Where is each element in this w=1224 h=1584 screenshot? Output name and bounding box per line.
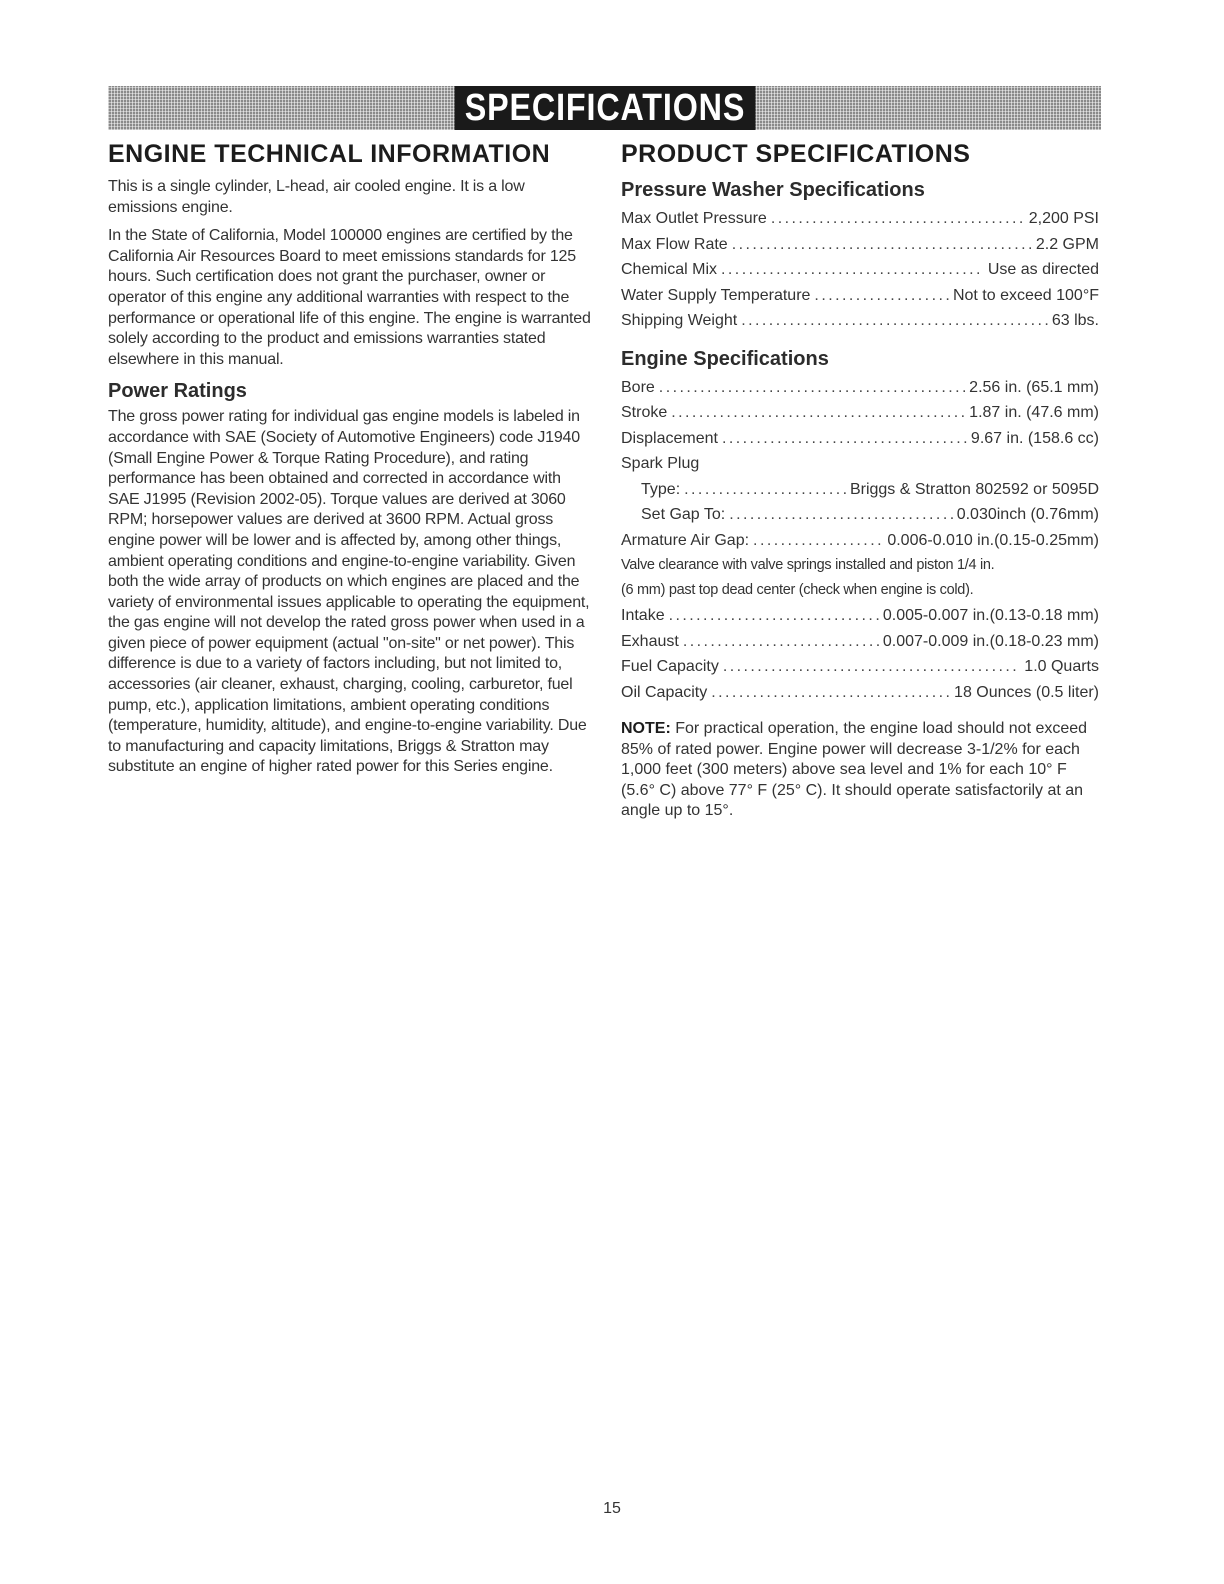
- spec-row-shipping-weight: Shipping Weight . . . 63 lbs.: [621, 308, 1099, 334]
- spec-row-stroke: Stroke . . . 1.87 in. (47.6 mm): [621, 400, 1099, 426]
- pressure-washer-heading: Pressure Washer Specifications: [621, 179, 925, 201]
- spec-row-chemical-mix: Chemical Mix . . . Use as directed: [621, 257, 1099, 283]
- page-number: 15: [603, 1500, 621, 1517]
- spec-row-max-flow-rate: Max Flow Rate . . . 2.2 GPM: [621, 232, 1099, 258]
- spec-row-water-supply-temperature: Water Supply Temperature . . . Not to exceed 100°F: [621, 283, 1099, 309]
- spec-row-exhaust: Exhaust . . . 0.007-0.009 in.(0.18-0.23 mm): [621, 629, 1099, 655]
- power-ratings-heading: Power Ratings: [108, 380, 247, 403]
- banner-title: SPECIFICATIONS: [454, 86, 755, 130]
- spec-row-fuel-capacity: Fuel Capacity . . . 1.0 Quarts: [621, 654, 1099, 680]
- spec-row-oil-capacity: Oil Capacity . . . 18 Ounces (0.5 liter): [621, 680, 1099, 706]
- note-label: NOTE:: [621, 720, 671, 737]
- spec-row-armature-air-gap: Armature Air Gap: . . . 0.006-0.010 in.(0.15-0.25mm): [621, 528, 1099, 554]
- engine-technical-column: [108, 140, 592, 786]
- product-specs-heading: PRODUCT SPECIFICATIONS: [621, 140, 971, 168]
- spec-row-intake: Intake . . . 0.005-0.007 in.(0.13-0.18 mm): [621, 603, 1099, 629]
- valve-clearance-line-1: Valve clearance with valve springs installed and piston 1/4 in.: [621, 557, 995, 573]
- engine-technical-heading: ENGINE TECHNICAL INFORMATION: [108, 140, 551, 168]
- california-paragraph: In the State of California, Model 100000 engines are certified by the California Air Resources Board to meet emissions standards for 125 hours. Such certification does not grant the purchaser, owner or operator of this engine any additional warranties with respect to the performance or operational life of this engine. The engine is warranted solely according to the product and emissions warranties stated elsewhere in this manual.: [108, 227, 591, 368]
- power-ratings-text: The gross power rating for individual gas engine models is labeled in accordance with SAE (Society of Automotive Engineers) code J1940 (Small Engine Power & Torque Rating Procedure), and rating performance has been obtained and corrected in accordance with SAE J1995 (Revision 2002-05). Torque values are derived at 3060 RPM; horsepower values are derived at 3600 RPM. Actual gross engine power will be lower and is affected by, among other things, ambient operating conditions and engine-to-engine variability. Given both the wide array of products on which engines are placed and the variety of environmental issues applicable to operating the equipment, the gas engine will not develop the rated gross power when used in a given piece of power equipment (actual "on-site" or net power). This difference is due to a variety of factors including, but not limited to, accessories (air cleaner, exhaust, charging, cooling, carburetor, fuel pump, etc.), application limitations, ambient operating conditions (temperature, humidity, altitude), and engine-to-engine variability. Due to manufacturing and capacity limitations, Briggs & Stratton may substitute an engine of higher rated power for this Series engine.: [108, 408, 590, 776]
- spec-row-max-outlet-pressure: Max Outlet Pressure . . . 2,200 PSI: [621, 206, 1099, 232]
- operation-note: [621, 719, 1099, 822]
- spec-row-set-gap: Set Gap To: . . . 0.030inch (0.76mm): [621, 502, 1099, 528]
- spec-row-spark-plug-type: Type: . . . Briggs & Stratton 802592 or 5095D: [621, 477, 1099, 503]
- spark-plug-label: Spark Plug: [621, 455, 700, 472]
- section-banner: [108, 86, 1101, 130]
- valve-clearance-line-2: (6 mm) past top dead center (check when engine is cold).: [621, 582, 974, 598]
- spec-row-displacement: Displacement . . . 9.67 in. (158.6 cc): [621, 426, 1099, 452]
- note-text: For practical operation, the engine load should not exceed 85% of rated power. Engine power will decrease 3-1/2% for each 1,000 feet (300 meters) above sea level and 1% for each 10° F (5.6° C) above 77° F (25° C). It should operate satisfactorily at an angle up to 15°.: [621, 720, 1088, 820]
- engine-specs-heading: Engine Specifications: [621, 347, 829, 370]
- spec-row-bore: Bore . . . 2.56 in. (65.1 mm): [621, 375, 1099, 401]
- product-specs-column: [621, 140, 1099, 822]
- intro-paragraph: This is a single cylinder, L-head, air cooled engine. It is a low emissions engine.: [108, 178, 525, 216]
